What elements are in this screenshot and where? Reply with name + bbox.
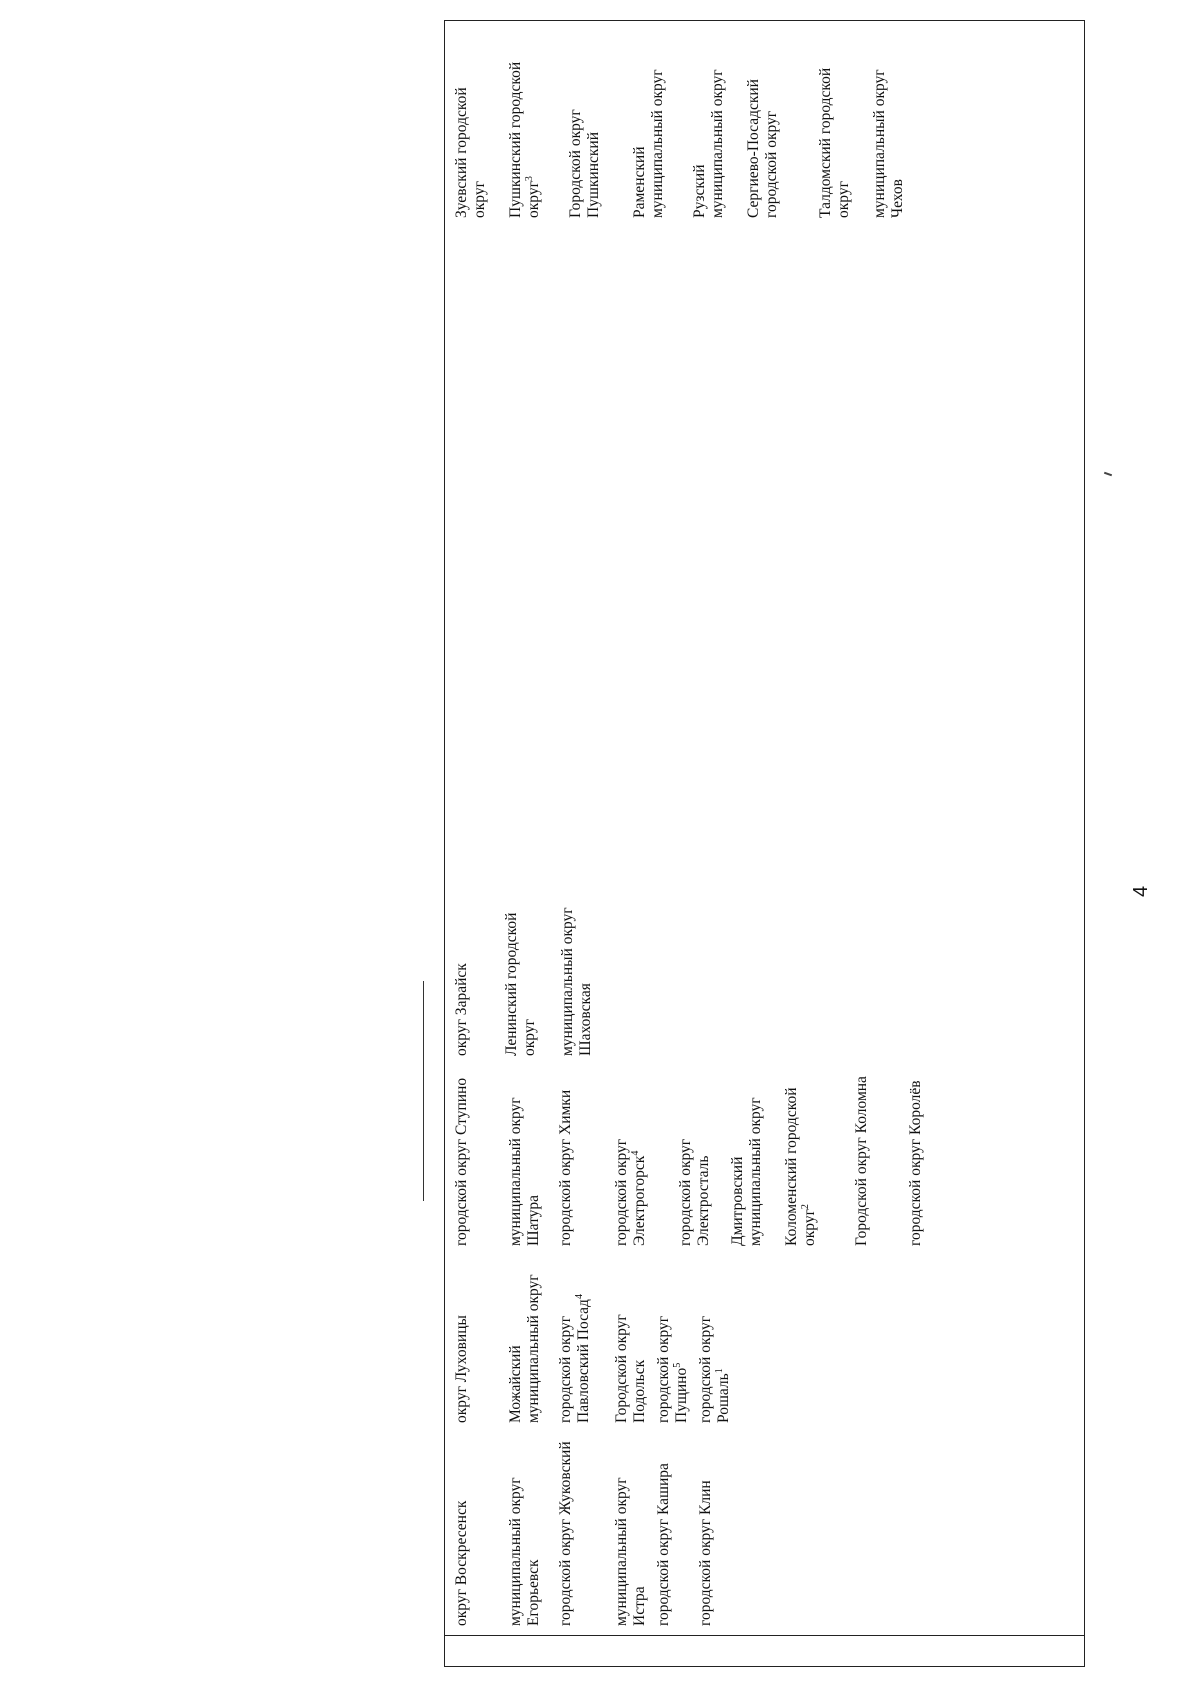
cell-text: городской округ Электрогорск [613, 1138, 648, 1246]
cell-text: городской округ Ступино [453, 1077, 470, 1246]
table-cell [453, 1441, 471, 1626]
cell-text: Рузский муниципальный округ [691, 69, 726, 218]
cell-text: Пушкинский городской округ [507, 61, 542, 218]
cell-text: городской округ Пущино [655, 1315, 690, 1423]
footnote-ref: 4 [629, 1150, 641, 1156]
cell-text: городской округ Электросталь [677, 1138, 712, 1246]
cell-text: городской округ Кашира [655, 1463, 672, 1626]
table-cell [631, 53, 667, 218]
table-cell [729, 1071, 765, 1246]
table-cell [871, 53, 907, 218]
table-cell [691, 53, 727, 218]
table-cell [507, 53, 543, 218]
cell-text: городской округ Королёв [907, 1080, 924, 1246]
cell-text: муниципальный округ Чехов [871, 69, 906, 218]
table-cell [453, 1258, 471, 1423]
cell-text: Сергиево-Посадский городской округ [745, 79, 780, 218]
cell-text: муниципальный округ Егорьевск [507, 1477, 542, 1626]
table-cell [745, 53, 781, 218]
table-cell [557, 1258, 593, 1423]
table-cell [567, 53, 603, 218]
cell-text: муниципальный округ Шаховская [559, 907, 594, 1056]
table-cell [783, 1071, 819, 1246]
cell-text: Коломенский городской округ [783, 1087, 818, 1246]
table-cell [907, 1071, 925, 1246]
cell-text: муниципальный округ Истра [613, 1477, 648, 1626]
table-divider [445, 1635, 1084, 1636]
page-number: 4 [1130, 885, 1152, 897]
table-cell [557, 1071, 575, 1246]
table-cell [557, 1441, 575, 1626]
cell-text: муниципальный округ Шатура [507, 1097, 542, 1246]
cell-text: Раменский муниципальный округ [631, 69, 666, 218]
cell-text: Дмитровский муниципальный округ [729, 1097, 764, 1246]
table-cell [697, 1258, 733, 1423]
table-cell [507, 1071, 543, 1246]
table-cell [559, 896, 595, 1056]
cell-text: Городской округ Пушкинский [567, 109, 602, 218]
cell-text: городской округ Клин [697, 1480, 714, 1626]
cell-text: городской округ Рошаль [697, 1315, 732, 1423]
table-cell [613, 1441, 649, 1626]
table-cell [655, 1441, 673, 1626]
cell-text: Городской округ Подольск [613, 1314, 648, 1423]
table-cell [453, 896, 471, 1056]
cell-text: Городской округ Коломна [853, 1076, 870, 1246]
footnote-ref: 1 [713, 1368, 725, 1374]
table-cell [613, 1071, 649, 1246]
table-cell [677, 1071, 713, 1246]
cell-text: Можайский муниципальный округ [507, 1274, 542, 1423]
cell-text: округ Воскресенск [453, 1500, 470, 1626]
table-cell [507, 1441, 543, 1626]
table-cell [453, 1071, 471, 1246]
cell-text: городской округ Химки [557, 1089, 574, 1246]
footnote-ref: 5 [671, 1362, 683, 1368]
table-cell [453, 53, 489, 218]
table-cell [503, 896, 539, 1056]
table-cell [613, 1258, 649, 1423]
footnote-ref: 3 [523, 176, 535, 182]
table-cell [817, 53, 853, 218]
cell-text: городской округ Жуковский [557, 1441, 574, 1626]
table-cell [697, 1441, 715, 1626]
footnote-ref: 2 [799, 1204, 811, 1210]
districts-table [444, 20, 1085, 1667]
footnote-separator [423, 981, 424, 1201]
cell-text: городской округ Павловский Посад [557, 1299, 592, 1423]
cell-text: Талдомский городской округ [817, 67, 852, 218]
scan-mark [1104, 472, 1112, 477]
cell-text: округ Луховицы [453, 1315, 470, 1423]
footnote-ref: 4 [573, 1294, 585, 1300]
table-cell [507, 1258, 543, 1423]
table-cell [655, 1258, 691, 1423]
cell-text: Зуевский городской округ [453, 87, 488, 218]
table-cell [853, 1071, 871, 1246]
cell-text: Ленинский городской округ [503, 912, 538, 1056]
cell-text: округ Зарайск [453, 963, 470, 1056]
